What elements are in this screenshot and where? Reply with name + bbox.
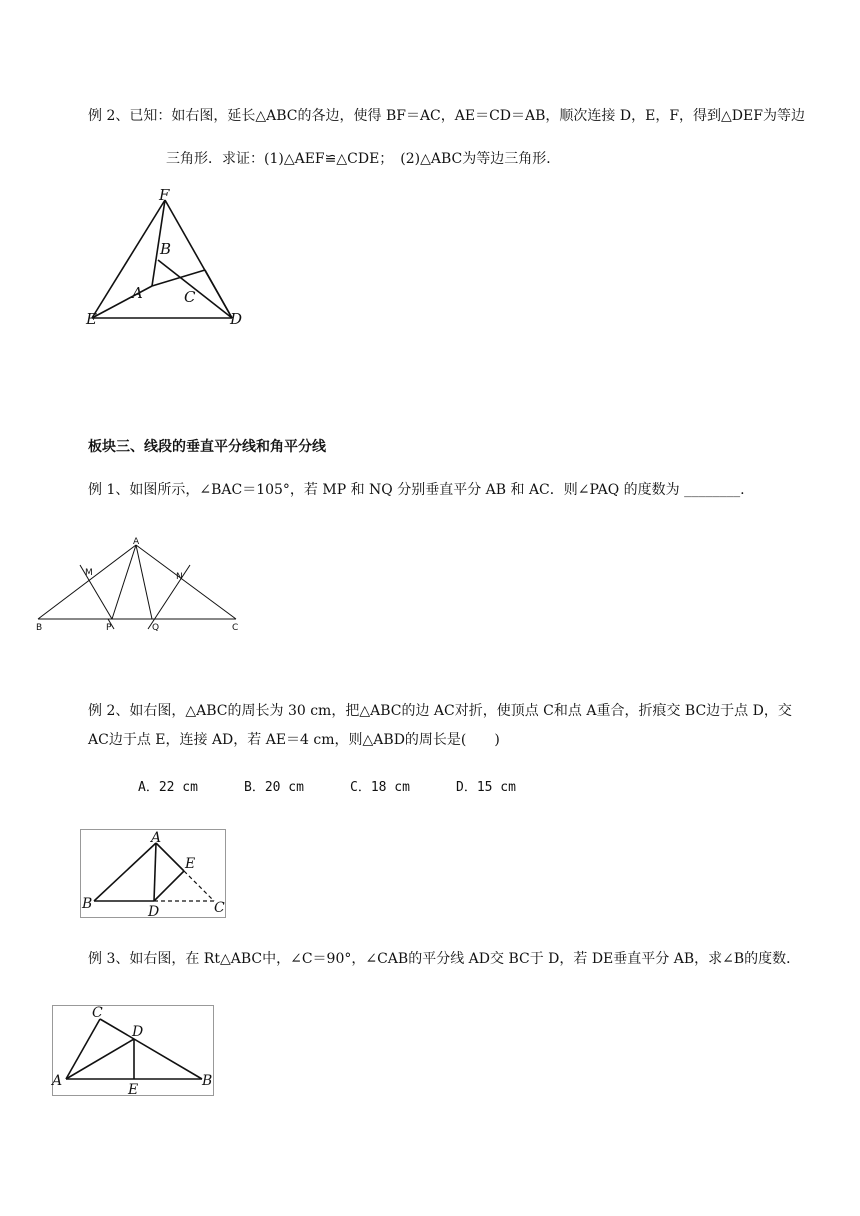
triangle-figure-fold [80, 829, 226, 918]
point-label: D [148, 904, 160, 920]
point-label: A [133, 537, 140, 547]
point-label: B [160, 240, 172, 258]
triangle-figure-def [80, 188, 260, 338]
point-label: A [52, 1073, 63, 1089]
point-label: B [82, 896, 93, 912]
point-label: M [85, 568, 93, 578]
example-text: 例 3、如右图，在 Rt△ABC中，∠C＝90°，∠CAB的平分线 AD交 BC于 D，若 DE垂直平分 AB，求∠B的度数． [88, 951, 801, 967]
point-label: C [184, 288, 196, 306]
point-label: A [132, 284, 143, 302]
point-label: C [232, 623, 239, 633]
point-label: D [132, 1024, 144, 1040]
point-label: E [185, 856, 196, 872]
example-text: AC边于点 E，连接 AD，若 AE＝4 cm，则△ABD的周长是( ) [88, 732, 500, 748]
example-text: 例 1、如图所示，∠BAC＝105°，若 MP 和 NQ 分别垂直平分 AB 和 AC．则∠PAQ 的度数为 ________. [88, 482, 745, 498]
point-label: A [151, 830, 162, 846]
example-text: 例 2、已知：如右图，延长△ABC的各边，使得 BF＝AC，AE＝CD＝AB，顺次连接 D，E，F，得到△DEF为等边 [88, 108, 805, 124]
point-label: C [214, 900, 225, 916]
choice-c: C．18 cm [350, 780, 410, 795]
point-label: C [92, 1005, 103, 1021]
right-triangle-figure [52, 1005, 214, 1097]
choice-d: D．15 cm [456, 780, 516, 795]
point-label: B [202, 1073, 213, 1089]
point-label: B [36, 623, 43, 633]
point-label: E [128, 1082, 139, 1098]
triangle-figure-perpendicular-bisectors [30, 535, 250, 635]
point-label: P [106, 623, 112, 633]
section-heading: 板块三、线段的垂直平分线和角平分线 [88, 439, 326, 455]
point-label: N [176, 572, 183, 582]
point-label: E [86, 310, 97, 328]
point-label: F [159, 186, 170, 204]
example-text: 三角形．求证：(1)△AEF≌△CDE； (2)△ABC为等边三角形． [166, 151, 561, 167]
point-label: Q [152, 623, 160, 633]
example-text: 例 2、如右图，△ABC的周长为 30 cm，把△ABC的边 AC对折，使顶点 C和点 A重合，折痕交 BC边于点 D，交 [88, 703, 792, 719]
choice-a: A．22 cm [138, 780, 198, 795]
choice-b: B．20 cm [244, 780, 304, 795]
point-label: D [230, 310, 243, 328]
